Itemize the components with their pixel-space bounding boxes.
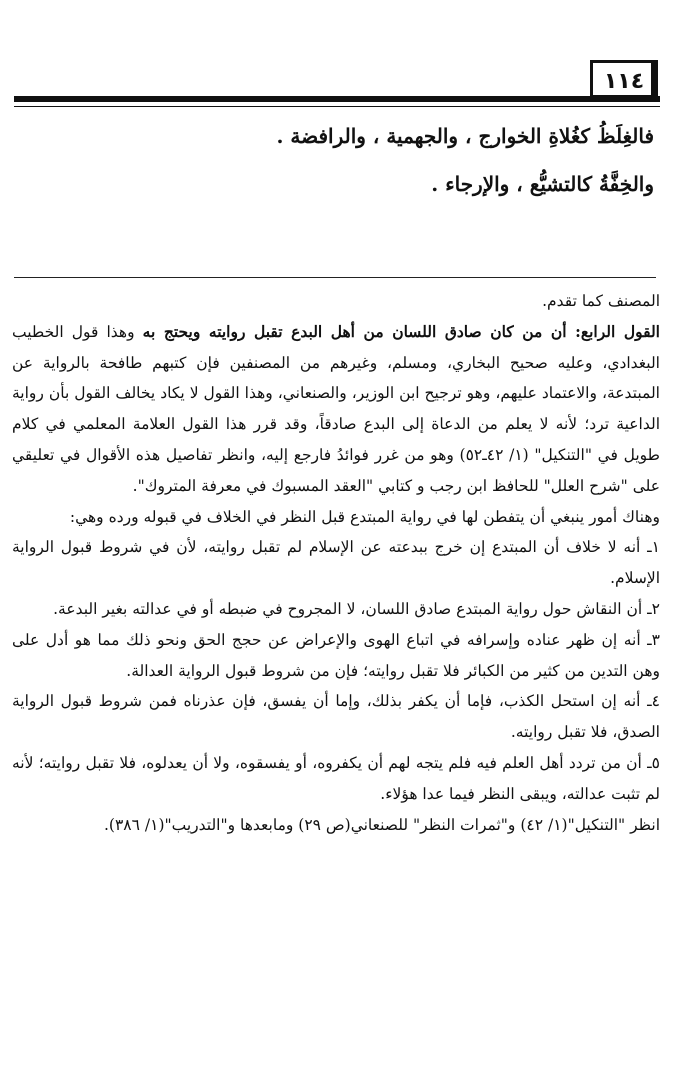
page-number: ١١٤ [590,60,658,99]
footnote-paragraph [12,317,660,502]
footnote-body: وهذا قول الخطيب البغدادي، وعليه صحيح البخاري، ومسلم، وغيرهم من المصنفين فإن كتبهم طافحة بالرواية عن المبتدعة، والاعتماد عليهم، وهو ترجيح ابن الوزير، والصنعاني، وهذا القول لا يكاد يخالف القول بأن رواية الداعية ترد؛ لأنه لا يعلم من الدعاة إلى البدع صادقاً، وقد قرر هذا القول العلامة المعلمي في كلام طويل في "التنكيل" (١/ ٤٢ـ٥٢) وهو من غرر فوائدُ فارجع إليه، وانظر تفاصيل هذه الأقوال في تعليقي على "شرح العلل" للحافظ ابن رجب و كتابي "العقد المسبوك في معرفة المتروك". [12,322,660,495]
footnote-paragraph: ١ـ أنه لا خلاف أن المبتدع إن خرج ببدعته عن الإسلام لم تقبل روايته، لأن في شروط قبول الرواية الإسلام. [12,538,660,588]
main-text [24,112,654,208]
footnote-paragraph: ٣ـ أنه إن ظهر عناده وإسرافه في اتباع الهوى والإعراض عن حجج الحق ونحو ذلك مما هو أدل على وهن التدين من كثير من الكبائر فلا تقبل روايته؛ فإن من شروط قبول الرواية العدالة. [12,630,660,680]
footnote-paragraph: ٤ـ أنه إن استحل الكذب، فإما أن يكفر بذلك، وإما أن يفسق، فإن عذرناه فمن شروط قبول الرواية الصدق، فلا تقبل روايته. [12,692,660,742]
footnotes [12,286,660,840]
footnote-paragraph: انظر "التنكيل"(١/ ٤٢) و"ثمرات النظر" للصنعاني(ص ٢٩) ومابعدها و"التدريب"(١/ ٣٨٦). [103,815,660,834]
footnote-lead: القول الرابع: أن من كان صادق اللسان من أهل البدع تقبل روايته ويحتج به [142,321,660,341]
footnote-paragraph: ٢ـ أن النقاش حول رواية المبتدع صادق اللسان، لا المجروح في ضبطه أو في عدالته بغير البدعة. [53,599,660,618]
header-rule [14,96,660,102]
footnote-paragraph: المصنف كما تقدم. [542,292,660,310]
footnote-paragraph: وهناك أمور ينبغي أن يتفطن لها في رواية المبتدع قبل النظر في الخلاف في قبوله ورده وهي: [69,507,660,526]
header-rule-thin [14,106,660,107]
main-line-2: والخِفَّةُ كالتشيُّع ، والإرجاء . [431,172,654,196]
footnote-separator [14,277,656,278]
footnote-paragraph: ٥ـ أن من تردد أهل العلم فيه فلم يتجه لهم أن يكفروه، أو يفسقوه، ولا أن يعدلوه، فلا تقبل روايته؛ لأنه لم تثبت عدالته، ويبقى النظر فيما عدا هؤلاء. [12,753,660,803]
main-line-1: فالغِلَظُ كغُلاةِ الخوارج ، والجهمية ، والرافضة . [276,124,654,148]
